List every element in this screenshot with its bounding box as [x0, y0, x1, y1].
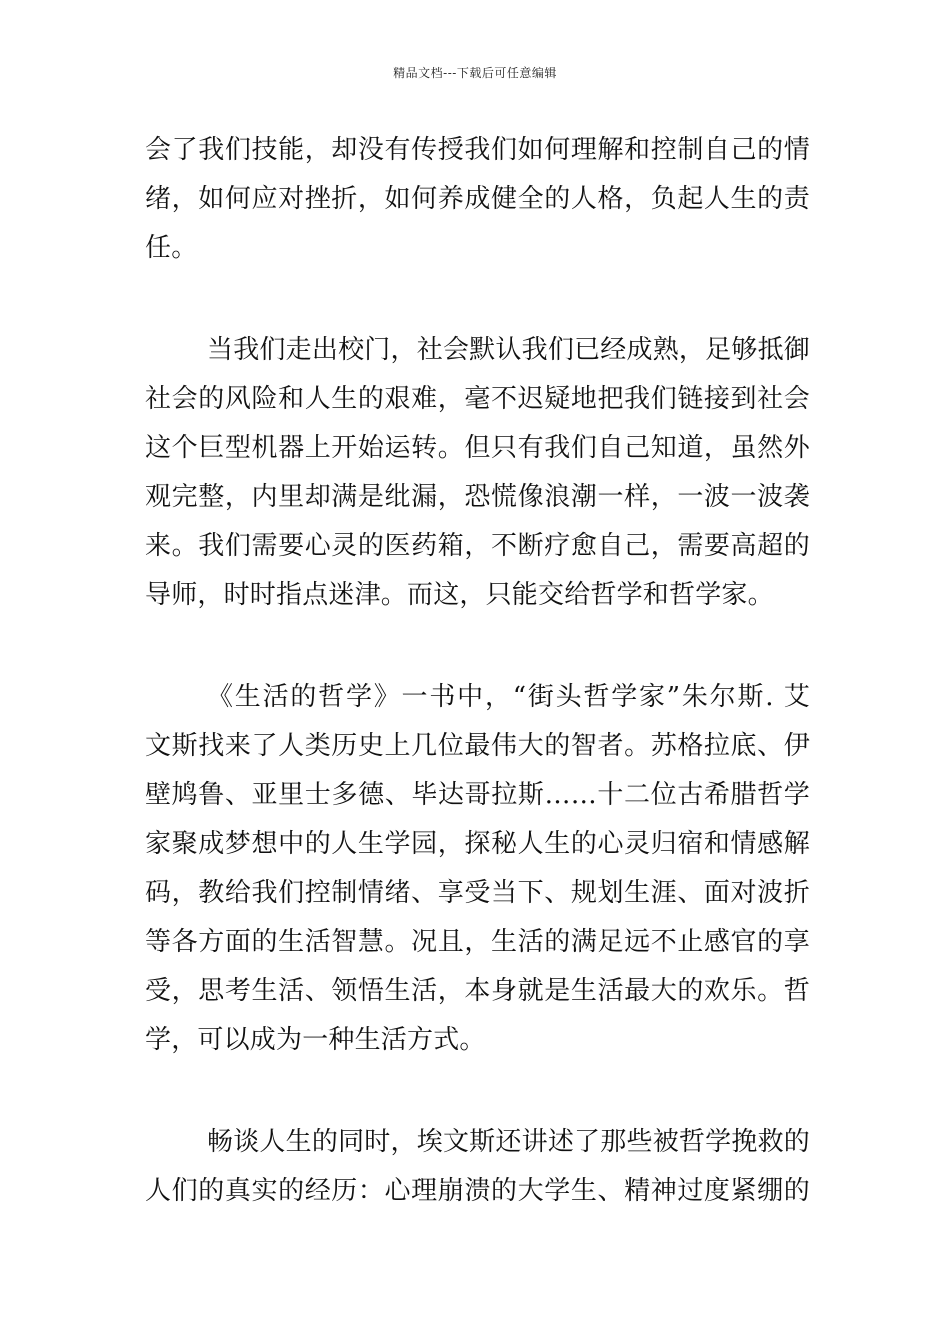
paragraph-line: 会了我们技能，却没有传授我们如何理解和控制自己的情: [145, 135, 810, 165]
paragraph-line: 任。: [145, 233, 198, 263]
paragraph-line: 来。我们需要心灵的医药箱，不断疗愈自己，需要高超的: [145, 531, 810, 561]
paragraph-line: 码，教给我们控制情绪、享受当下、规划生涯、面对波折: [145, 878, 810, 908]
paragraph-line: 《生活的哲学》一书中，“街头哲学家”朱尔斯. 艾: [207, 682, 810, 712]
paragraph-line: 家聚成梦想中的人生学园，探秘人生的心灵归宿和情感解: [145, 829, 810, 859]
paragraph-line: 绪，如何应对挫折，如何养成健全的人格，负起人生的责: [145, 184, 810, 214]
paragraph-line: 文斯找来了人类历史上几位最伟大的智者。苏格拉底、伊: [145, 731, 810, 761]
paragraph-line: 壁鸠鲁、亚里士多德、毕达哥拉斯……十二位古希腊哲学: [145, 780, 810, 810]
paragraph-line: 畅谈人生的同时，埃文斯还讲述了那些被哲学挽救的: [207, 1127, 810, 1157]
paragraph-line: 当我们走出校门，社会默认我们已经成熟，足够抵御: [207, 335, 810, 365]
paragraph-line: 等各方面的生活智慧。况且，生活的满足远不止感官的享: [145, 927, 810, 957]
paragraph-4: [145, 1118, 810, 1216]
paragraph-1: [145, 126, 810, 273]
paragraph-line: 这个巨型机器上开始运转。但只有我们自己知道，虽然外: [145, 433, 810, 463]
paragraph-line: 学，可以成为一种生活方式。: [145, 1025, 486, 1055]
page-header: 精品文档---下载后可任意编辑: [393, 66, 557, 80]
paragraph-3: [145, 673, 810, 1065]
paragraph-line: 人们的真实的经历：心理崩溃的大学生、精神过度紧绷的: [145, 1176, 810, 1206]
paragraph-line: 受，思考生活、领悟生活，本身就是生活最大的欢乐。哲: [145, 976, 810, 1006]
paragraph-line: 观完整，内里却满是纰漏，恐慌像浪潮一样，一波一波袭: [145, 482, 810, 512]
paragraph-line: 社会的风险和人生的艰难，毫不迟疑地把我们链接到社会: [145, 384, 810, 414]
paragraph-2: [145, 326, 810, 620]
paragraph-line: 导师，时时指点迷津。而这，只能交给哲学和哲学家。: [145, 580, 774, 610]
